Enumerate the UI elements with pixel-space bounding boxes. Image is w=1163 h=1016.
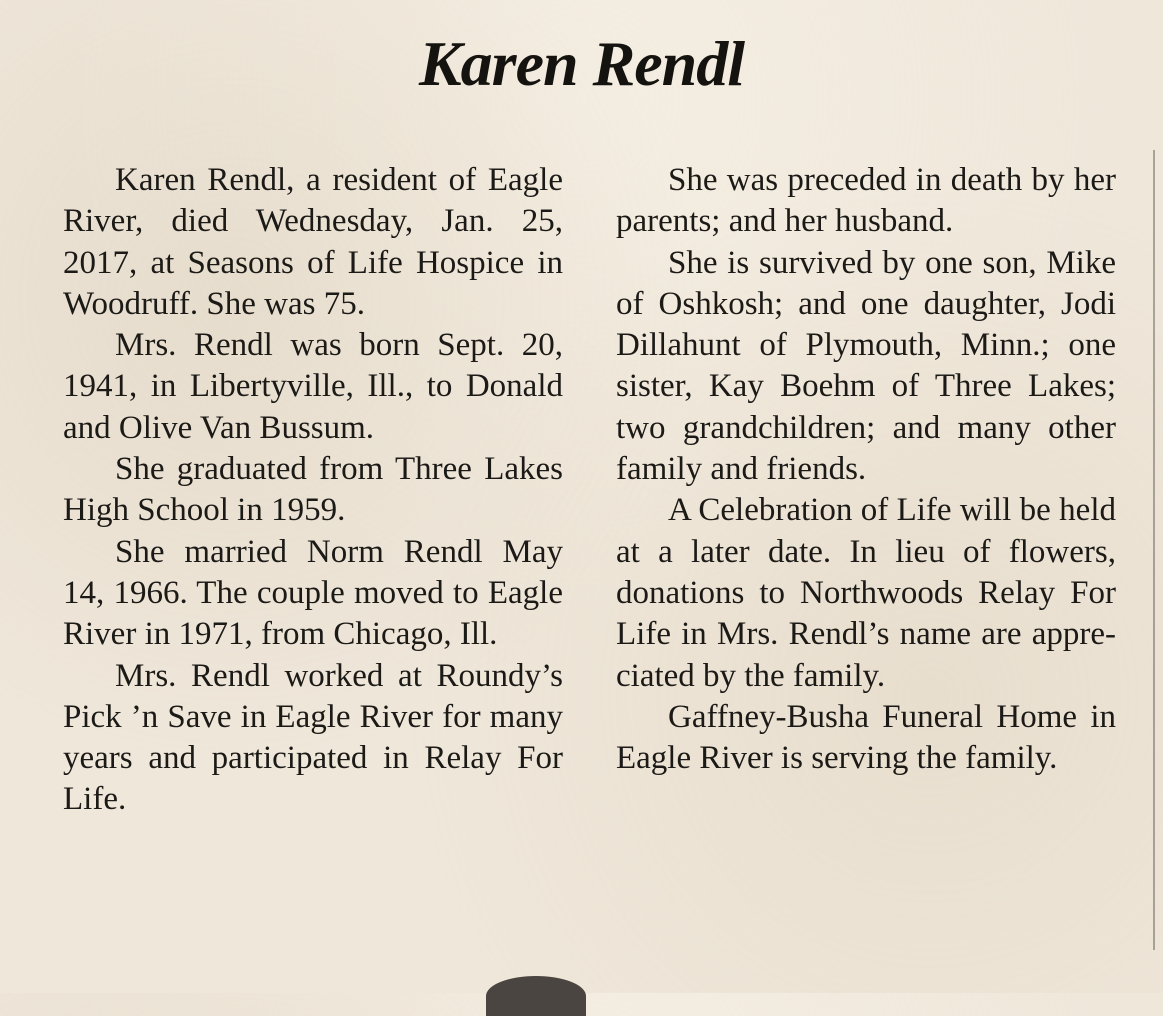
- obituary-headline: Karen Rendl: [418, 28, 745, 99]
- right-column: [616, 160, 1116, 779]
- paragraph-survivors: She is survived by one son, Mike of Oshkosh; and one daughter, Jodi Dillahunt of Plymouth, Minn.; one sister, Kay Boehm of Three Lakes; two grandchildren; and many other family and friends.: [616, 244, 1116, 488]
- adjacent-photo-edge: [486, 976, 586, 1016]
- left-column: [63, 160, 563, 821]
- paragraph-death-notice: Karen Rendl, a resident of Eagle River, died Wednesday, Jan. 25, 2017, at Seasons of Life Hospice in Woodruff. She was 75.: [63, 162, 563, 322]
- paragraph-celebration: A Celebration of Life will be held at a later date. In lieu of flowers, donations to Northwoods Relay For Life in Mrs. Rendl’s name are appreciated by the family.: [616, 492, 1116, 694]
- paragraph-marriage: She married Norm Rendl May 14, 1966. The couple moved to Eagle River in 1971, from Chicago, Ill.: [63, 533, 563, 653]
- paragraph-work: Mrs. Rendl worked at Roundy’s Pick ’n Save in Eagle River for many years and participated in Relay For Life.: [63, 657, 563, 818]
- paragraph-birth: Mrs. Rendl was born Sept. 20, 1941, in Libertyville, Ill., to Donald and Olive Van Bussum.: [63, 327, 563, 446]
- paragraph-funeral-home: Gaffney-Busha Funeral Home in Eagle River is serving the family.: [616, 698, 1116, 777]
- paragraph-preceded: She was preceded in death by her parents; and her husband.: [616, 162, 1116, 240]
- paragraph-education: She graduated from Three Lakes High School in 1959.: [63, 451, 563, 529]
- column-rule: [1153, 150, 1155, 950]
